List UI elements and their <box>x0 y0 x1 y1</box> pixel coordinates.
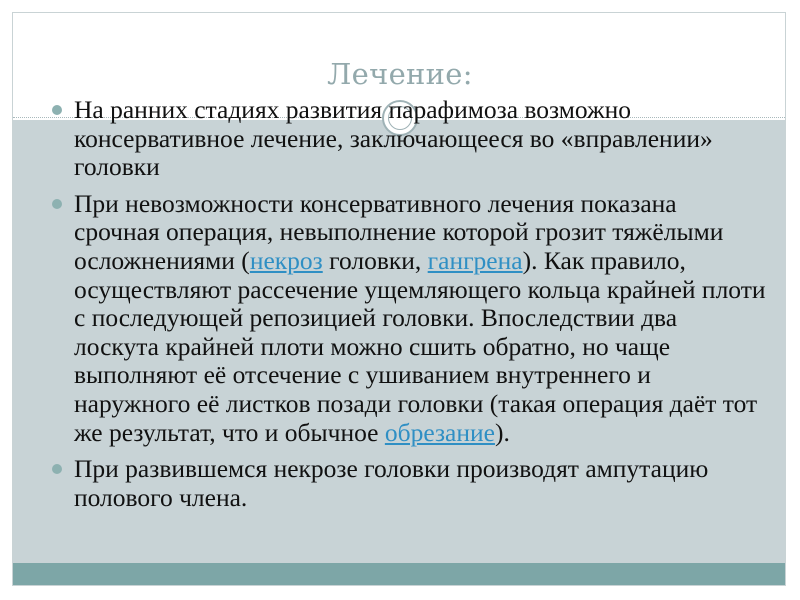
bullet-icon <box>52 464 62 474</box>
item-text: ). <box>494 417 510 447</box>
item-text: При невозможности консервативного лечения показана срочная операция, невыполнение которой грозит тяжёлыми осложнениями ( <box>74 188 724 275</box>
list-item <box>48 455 768 512</box>
link-gangrene[interactable]: гангрена <box>427 245 523 275</box>
list-item <box>48 190 768 447</box>
link-circumcision[interactable]: обрезание <box>384 417 495 447</box>
item-text: При развившемся некрозе головки производят ампутацию полового члена. <box>74 454 709 512</box>
link-necrosis[interactable]: некроз <box>249 245 323 275</box>
bullet-icon <box>52 105 62 115</box>
item-text: На ранних стадиях развития парафимоза возможно консервативное лечение, заключающееся во «вправлении» головки <box>74 95 713 182</box>
bullet-list <box>48 96 768 520</box>
item-text: ). Как правило, осуществляют рассечение ущемляющего кольца крайней плоти с последующей репозицией головки. Впоследствии два лоскута крайней плоти можно сшить обратно, но чаще выполняют её отсечение с ушиванием внутреннего и наружного её листков позади головки (такая операция даёт тот же результат, что и обычное <box>74 245 766 447</box>
bullet-icon <box>52 199 62 209</box>
list-item <box>48 96 768 182</box>
slide-title: Лечение: <box>327 57 473 91</box>
item-text: головки, <box>322 245 428 275</box>
